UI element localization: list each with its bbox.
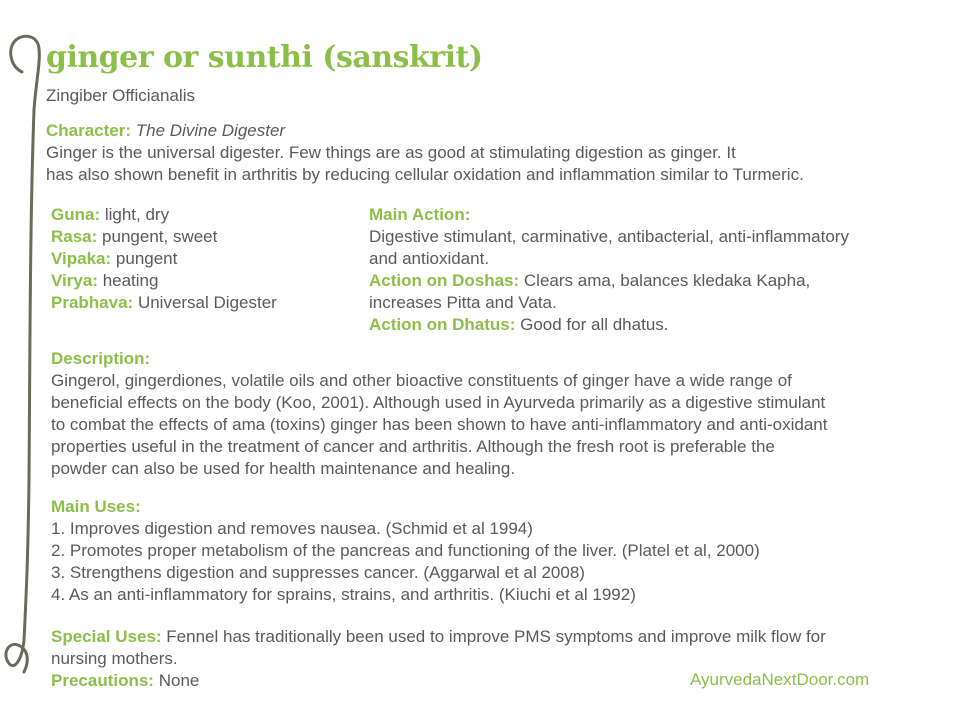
special-uses-value: Fennel has traditionally been used to improve PMS symptoms and improve milk flow for xyxy=(166,627,826,646)
list-item: 1. Improves digestion and removes nausea. (Schmid et al 1994) xyxy=(51,519,533,538)
property-label: Rasa: xyxy=(51,227,98,246)
property-label: Virya: xyxy=(51,271,98,290)
property-prabhava xyxy=(51,292,277,314)
property-guna xyxy=(51,204,277,226)
character-label: Character: xyxy=(46,121,132,140)
main-action-label: Main Action: xyxy=(369,205,471,224)
properties-list xyxy=(51,204,277,314)
list-item: 4. As an anti-inflammatory for sprains, strains, and arthritis. (Kiuchi et al 1992) xyxy=(51,585,636,604)
list-item: 2. Promotes proper metabolism of the pancreas and functioning of the liver. (Platel et al, 2000) xyxy=(51,541,760,560)
property-value: heating xyxy=(102,271,159,290)
doshas-label: Action on Doshas: xyxy=(369,271,520,290)
property-rasa xyxy=(51,226,277,248)
property-virya xyxy=(51,270,277,292)
property-value: light, dry xyxy=(104,205,170,224)
botanical-name: Zingiber Officianalis xyxy=(46,86,195,105)
actions-section xyxy=(369,204,849,336)
main-action-line: Digestive stimulant, carminative, antibacterial, anti-inflammatory xyxy=(369,227,849,246)
main-action-line: and antioxidant. xyxy=(369,249,490,268)
description-section xyxy=(51,348,827,480)
property-vipaka xyxy=(51,248,277,270)
main-uses-label: Main Uses: xyxy=(51,497,141,516)
list-item: 3. Strengthens digestion and suppresses cancer. (Aggarwal et al 2008) xyxy=(51,563,585,582)
description-line: Gingerol, gingerdiones, volatile oils and other bioactive constituents of ginger have a wide range of xyxy=(51,371,792,390)
precautions-value: None xyxy=(158,671,200,690)
character-value: The Divine Digester xyxy=(135,121,286,140)
special-uses-value-cont: nursing mothers. xyxy=(51,649,178,668)
property-label: Vipaka: xyxy=(51,249,112,268)
description-line: beneficial effects on the body (Koo, 2001). Although used in Ayurveda primarily as a digestive stimulant xyxy=(51,393,826,412)
doshas-value: Clears ama, balances kledaka Kapha, xyxy=(523,271,811,290)
character-line: has also shown benefit in arthritis by reducing cellular oxidation and inflammation similar to Turmeric. xyxy=(46,165,804,184)
character-line: Ginger is the universal digester. Few things are as good at stimulating digestion as ginger. It xyxy=(46,143,736,162)
dhatus-label: Action on Dhatus: xyxy=(369,315,516,334)
description-line: properties useful in the treatment of cancer and arthritis. Although the fresh root is preferable the xyxy=(51,437,775,456)
precautions-label: Precautions: xyxy=(51,671,154,690)
property-value: pungent, sweet xyxy=(102,227,218,246)
website-link[interactable]: AyurvedaNextDoor.com xyxy=(690,670,870,689)
dhatus-value: Good for all dhatus. xyxy=(520,315,669,334)
character-section xyxy=(46,120,804,186)
main-uses-section xyxy=(51,496,760,606)
description-label: Description: xyxy=(51,349,151,368)
property-value: Universal Digester xyxy=(137,293,277,312)
property-label: Prabhava: xyxy=(51,293,134,312)
property-label: Guna: xyxy=(51,205,101,224)
description-line: to combat the effects of ama (toxins) ginger has been shown to have anti-inflammatory and anti-oxidant xyxy=(51,415,828,434)
property-value: pungent xyxy=(115,249,178,268)
doshas-value-cont: increases Pitta and Vata. xyxy=(369,293,557,312)
page-title: ginger or sunthi (sanskrit) xyxy=(46,40,483,75)
special-uses-label: Special Uses: xyxy=(51,627,162,646)
description-line: powder can also be used for health maintenance and healing. xyxy=(51,459,516,478)
